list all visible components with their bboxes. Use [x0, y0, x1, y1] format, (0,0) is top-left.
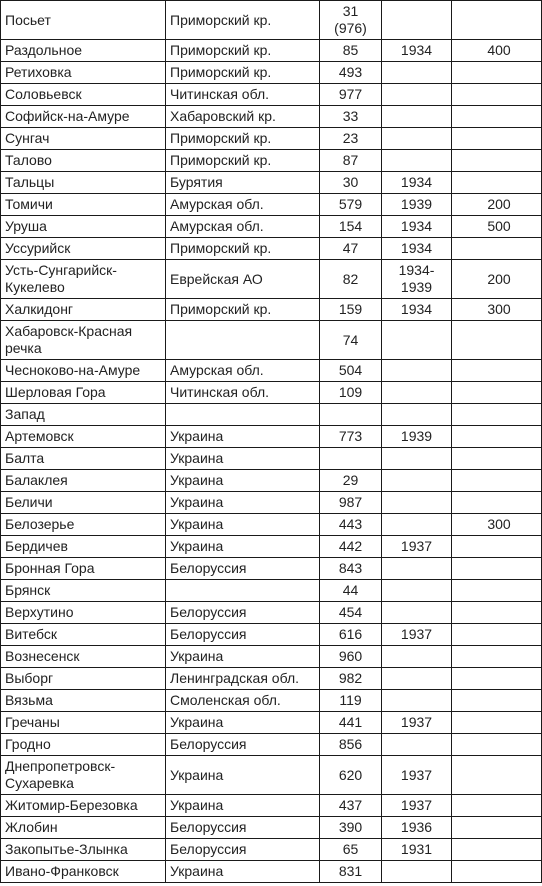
table-cell: 87 [320, 150, 382, 172]
table-cell [166, 404, 320, 426]
table-row [1, 172, 542, 194]
table-cell: 300 [452, 299, 542, 321]
table-cell: Брянск [1, 580, 166, 602]
table-cell: 977 [320, 84, 382, 106]
table-cell [452, 321, 542, 360]
table-row [1, 216, 542, 238]
table-cell: Украина [166, 492, 320, 514]
table-cell: Вязьма [1, 690, 166, 712]
table-cell: 500 [452, 216, 542, 238]
table-cell: Приморский кр. [166, 238, 320, 260]
table-cell: Амурская обл. [166, 216, 320, 238]
table-row [1, 382, 542, 404]
table-cell: 1937 [382, 624, 452, 646]
table-row [1, 690, 542, 712]
table-cell: 620 [320, 756, 382, 795]
table-cell: 454 [320, 602, 382, 624]
table-cell: Приморский кр. [166, 1, 320, 40]
table-cell: 200 [452, 260, 542, 299]
table-cell [452, 580, 542, 602]
table-cell: Читинская обл. [166, 382, 320, 404]
table-cell [452, 404, 542, 426]
table-cell: Гродно [1, 734, 166, 756]
table-row [1, 260, 542, 299]
table-cell: Хабаровский кр. [166, 106, 320, 128]
table-cell [452, 360, 542, 382]
table-cell: Халкидонг [1, 299, 166, 321]
table-cell: 443 [320, 514, 382, 536]
table-cell: Приморский кр. [166, 128, 320, 150]
table-row [1, 426, 542, 448]
table-cell: 843 [320, 558, 382, 580]
table-cell: Балта [1, 448, 166, 470]
table-cell: 616 [320, 624, 382, 646]
table-cell [452, 62, 542, 84]
table-cell [452, 646, 542, 668]
table-row [1, 40, 542, 62]
table-cell [452, 668, 542, 690]
table-cell: Томичи [1, 194, 166, 216]
table-body [1, 1, 542, 883]
table-cell [382, 150, 452, 172]
table-cell: Талово [1, 150, 166, 172]
table-cell [452, 756, 542, 795]
table-cell: Приморский кр. [166, 299, 320, 321]
table-cell: Читинская обл. [166, 84, 320, 106]
table-cell: Вознесенск [1, 646, 166, 668]
table-cell: Украина [166, 861, 320, 883]
table-cell: Украина [166, 470, 320, 492]
table-row [1, 404, 542, 426]
table-cell [452, 106, 542, 128]
table-row [1, 668, 542, 690]
table-cell: Уруша [1, 216, 166, 238]
table-cell: Украина [166, 448, 320, 470]
table-cell [382, 734, 452, 756]
table-cell [452, 238, 542, 260]
table-cell [452, 536, 542, 558]
table-cell: 74 [320, 321, 382, 360]
table-cell [452, 150, 542, 172]
table-cell: Украина [166, 756, 320, 795]
table-cell: 504 [320, 360, 382, 382]
table-cell: 1937 [382, 756, 452, 795]
table-cell: Верхутино [1, 602, 166, 624]
table-cell: 109 [320, 382, 382, 404]
table-cell: Еврейская АО [166, 260, 320, 299]
table-cell: Украина [166, 646, 320, 668]
table-row [1, 817, 542, 839]
table-cell [452, 1, 542, 40]
table-cell: 1937 [382, 712, 452, 734]
table-cell: 23 [320, 128, 382, 150]
table-cell: 442 [320, 536, 382, 558]
table-cell: Артемовск [1, 426, 166, 448]
table-cell [382, 1, 452, 40]
table-cell [452, 795, 542, 817]
table-row [1, 238, 542, 260]
table-cell [382, 580, 452, 602]
table-cell: Украина [166, 536, 320, 558]
table-cell: 47 [320, 238, 382, 260]
table-cell [452, 817, 542, 839]
table-cell: 960 [320, 646, 382, 668]
table-cell: Ретиховка [1, 62, 166, 84]
table-cell [452, 558, 542, 580]
table-cell [382, 861, 452, 883]
table-cell [452, 84, 542, 106]
table-cell: Сунгач [1, 128, 166, 150]
table-cell: 1937 [382, 795, 452, 817]
table-cell: Белоруссия [166, 558, 320, 580]
table-cell: 30 [320, 172, 382, 194]
table-cell [452, 734, 542, 756]
table-cell [382, 62, 452, 84]
table-cell: Украина [166, 712, 320, 734]
table-cell: 493 [320, 62, 382, 84]
table-row [1, 580, 542, 602]
table-cell [452, 861, 542, 883]
table-cell [382, 128, 452, 150]
table-cell [452, 426, 542, 448]
table-cell [382, 360, 452, 382]
table-cell: 119 [320, 690, 382, 712]
table-row [1, 321, 542, 360]
table-cell: 831 [320, 861, 382, 883]
table-cell: 29 [320, 470, 382, 492]
table-cell: Амурская обл. [166, 360, 320, 382]
table-cell: Усть-Сунгарийск-Кукелево [1, 260, 166, 299]
table-cell [452, 172, 542, 194]
table-cell: 85 [320, 40, 382, 62]
table-cell: Тальцы [1, 172, 166, 194]
table-cell: 159 [320, 299, 382, 321]
table-cell: Чесноково-на-Амуре [1, 360, 166, 382]
table-cell: Украина [166, 795, 320, 817]
table-cell: Белоруссия [166, 734, 320, 756]
table-cell: Раздольное [1, 40, 166, 62]
table-cell: Украина [166, 426, 320, 448]
table-cell: Белозерье [1, 514, 166, 536]
table-row [1, 514, 542, 536]
table-row [1, 62, 542, 84]
table-row [1, 734, 542, 756]
table-cell: 200 [452, 194, 542, 216]
table-cell [166, 580, 320, 602]
table-row [1, 756, 542, 795]
table-cell [452, 128, 542, 150]
table-row [1, 448, 542, 470]
table-cell [452, 448, 542, 470]
table-cell: Смоленская обл. [166, 690, 320, 712]
table-cell: Бердичев [1, 536, 166, 558]
table-cell [382, 470, 452, 492]
table-cell: Жлобин [1, 817, 166, 839]
table-cell: 1934 [382, 172, 452, 194]
table-cell: 1931 [382, 839, 452, 861]
table-row [1, 299, 542, 321]
table-cell [382, 690, 452, 712]
table-cell: 154 [320, 216, 382, 238]
table-row [1, 492, 542, 514]
table-cell: Софийск-на-Амуре [1, 106, 166, 128]
table-cell: 579 [320, 194, 382, 216]
table-row [1, 795, 542, 817]
table-cell: Соловьевск [1, 84, 166, 106]
table-cell: Запад [1, 404, 166, 426]
table-row [1, 712, 542, 734]
table-cell: Белоруссия [166, 624, 320, 646]
table-row [1, 84, 542, 106]
table-row [1, 536, 542, 558]
table-cell: Житомир-Березовка [1, 795, 166, 817]
table-cell: 987 [320, 492, 382, 514]
table-cell: Бронная Гора [1, 558, 166, 580]
table-cell: Амурская обл. [166, 194, 320, 216]
table-cell [382, 558, 452, 580]
table-cell [382, 602, 452, 624]
table-cell: Посьет [1, 1, 166, 40]
table-row [1, 646, 542, 668]
table-cell: 773 [320, 426, 382, 448]
table-cell [452, 690, 542, 712]
table-cell: 1936 [382, 817, 452, 839]
table-cell [382, 382, 452, 404]
table-cell [382, 492, 452, 514]
table-cell: 1937 [382, 536, 452, 558]
table-cell: Приморский кр. [166, 62, 320, 84]
table-row [1, 106, 542, 128]
table-cell [382, 106, 452, 128]
table-cell [382, 514, 452, 536]
table-cell: 1934 [382, 299, 452, 321]
table-cell: 1934- 1939 [382, 260, 452, 299]
table-cell: 1934 [382, 238, 452, 260]
table-row [1, 150, 542, 172]
table-cell: Белоруссия [166, 817, 320, 839]
table-row [1, 602, 542, 624]
table-cell [320, 404, 382, 426]
table-row [1, 839, 542, 861]
table-cell: Беличи [1, 492, 166, 514]
table-row [1, 861, 542, 883]
table-cell: 82 [320, 260, 382, 299]
table-cell: Белоруссия [166, 839, 320, 861]
table-row [1, 128, 542, 150]
table-cell: Украина [166, 514, 320, 536]
table-cell [452, 624, 542, 646]
table-cell: 1934 [382, 40, 452, 62]
table-cell: 441 [320, 712, 382, 734]
table-cell: 437 [320, 795, 382, 817]
table-cell [166, 321, 320, 360]
table-cell: Уссурийск [1, 238, 166, 260]
table-cell: Витебск [1, 624, 166, 646]
table-cell: 44 [320, 580, 382, 602]
table-cell: Белоруссия [166, 602, 320, 624]
table-cell [452, 470, 542, 492]
table-cell [320, 448, 382, 470]
table-row [1, 194, 542, 216]
table-cell [382, 448, 452, 470]
table-cell: Шерловая Гора [1, 382, 166, 404]
table-cell: Приморский кр. [166, 40, 320, 62]
table-cell [382, 84, 452, 106]
table-cell: Днепропетровск-Сухаревка [1, 756, 166, 795]
table-cell: 856 [320, 734, 382, 756]
table-cell [382, 646, 452, 668]
table-row [1, 558, 542, 580]
table-cell [382, 404, 452, 426]
table-row [1, 470, 542, 492]
table-cell: Балаклея [1, 470, 166, 492]
table-cell: 400 [452, 40, 542, 62]
table-cell: 300 [452, 514, 542, 536]
table-cell: Ивано-Франковск [1, 861, 166, 883]
table-cell: 1934 [382, 216, 452, 238]
table-cell: Закопытье-Злынка [1, 839, 166, 861]
table-row [1, 1, 542, 40]
table-cell [382, 668, 452, 690]
table-cell: 1939 [382, 194, 452, 216]
table-cell [382, 321, 452, 360]
table-cell: Бурятия [166, 172, 320, 194]
table-cell [452, 382, 542, 404]
table-row [1, 624, 542, 646]
table-cell [452, 602, 542, 624]
table-cell: 65 [320, 839, 382, 861]
table-cell [452, 712, 542, 734]
table-cell [452, 492, 542, 514]
table-cell: 982 [320, 668, 382, 690]
table-cell: 1939 [382, 426, 452, 448]
table-cell: 31 (976) [320, 1, 382, 40]
table-cell: Выборг [1, 668, 166, 690]
table-cell: Ленинградская обл. [166, 668, 320, 690]
table-cell: Гречаны [1, 712, 166, 734]
table-cell: Хабаровск-Красная речка [1, 321, 166, 360]
table-cell: Приморский кр. [166, 150, 320, 172]
table-cell: 390 [320, 817, 382, 839]
table-row [1, 360, 542, 382]
table-cell [452, 839, 542, 861]
table-cell: 33 [320, 106, 382, 128]
